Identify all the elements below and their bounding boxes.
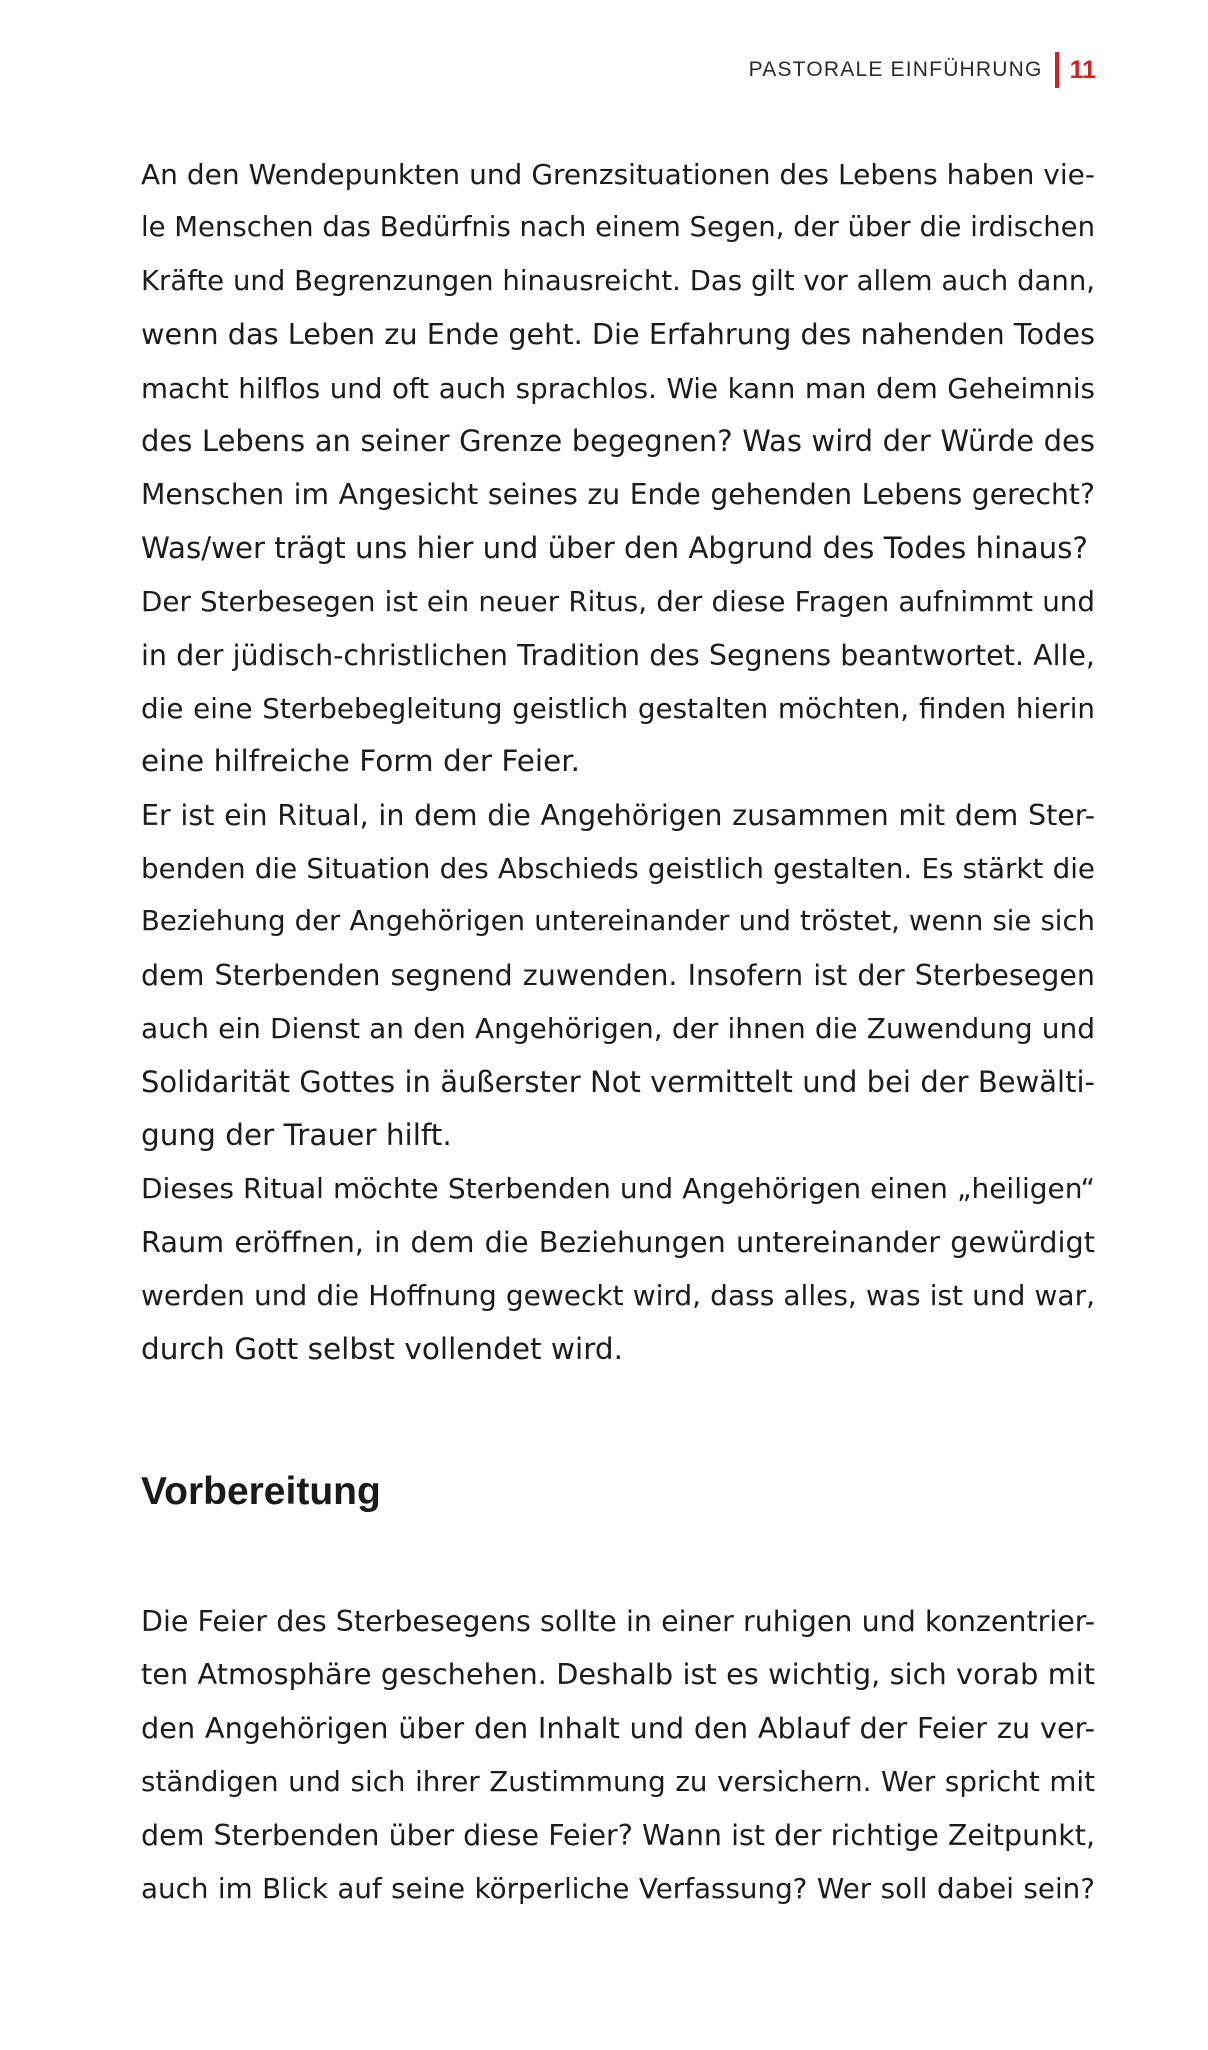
- text-line: macht hilflos und oft auch sprachlos. Wie kann man dem Geheimnis: [141, 371, 1095, 405]
- text-line: Dieses Ritual möchte Sterbenden und Angehörigen einen „heiligen“: [141, 1172, 1095, 1206]
- text-line: Der Sterbesegen ist ein neuer Ritus, der diese Fragen aufnimmt und: [141, 585, 1095, 619]
- text-line: in der jüdisch-christlichen Tradition des Segnens beantwortet. Alle,: [141, 638, 1095, 672]
- text-line: dem Sterbenden über diese Feier? Wann ist der richtige Zeitpunkt,: [141, 1818, 1095, 1852]
- text-line: le Menschen das Bedürfnis nach einem Segen, der über die irdischen: [141, 211, 1096, 244]
- text-line: Raum eröffnen, in dem die Beziehungen untereinander gewürdigt: [141, 1224, 1095, 1259]
- text-line: werden und die Hoffnung geweckt wird, dass alles, was ist und war,: [141, 1279, 1095, 1313]
- text-line: die eine Sterbebegleitung geistlich gestalten möchten, finden hierin: [141, 691, 1095, 725]
- section-body-text: [141, 1595, 1095, 1915]
- text-line: auch ein Dienst an den Angehörigen, der ihnen die Zuwendung und: [141, 1012, 1095, 1046]
- text-line: Solidarität Gottes in äußerster Not vermittelt und bei der Bewälti-: [141, 1064, 1095, 1099]
- text-line: An den Wendepunkten und Grenzsituationen des Lebens haben vie-: [141, 158, 1095, 191]
- text-line: wenn das Leben zu Ende geht. Die Erfahrung des nahenden Todes: [141, 317, 1095, 352]
- text-line: ten Atmosphäre geschehen. Deshalb ist es wichtig, sich vorab mit: [141, 1657, 1095, 1692]
- running-section-title: PASTORALE EINFÜHRUNG: [748, 58, 1043, 81]
- text-line: Was/wer trägt uns hier und über den Abgrund des Todes hinaus?: [141, 530, 1088, 565]
- text-line: Menschen im Angesicht seines zu Ende gehenden Lebens gerecht?: [141, 478, 1095, 512]
- text-line: auch im Blick auf seine körperliche Verfassung? Wer soll dabei sein?: [141, 1871, 1095, 1905]
- text-line: ständigen und sich ihrer Zustimmung zu versichern. Wer spricht mit: [141, 1765, 1095, 1799]
- text-line: eine hilfreiche Form der Feier.: [141, 744, 581, 779]
- text-line: des Lebens an seiner Grenze begegnen? Was wird der Würde des: [141, 423, 1095, 458]
- text-line: den Angehörigen über den Inhalt und den Ablauf der Feier zu ver-: [141, 1710, 1095, 1745]
- text-line: dem Sterbenden segnend zuwenden. Insofern ist der Sterbesegen: [141, 958, 1095, 992]
- text-line: gung der Trauer hilft.: [141, 1118, 452, 1153]
- text-line: Beziehung der Angehörigen untereinander und tröstet, wenn sie sich: [141, 905, 1095, 938]
- text-line: benden die Situation des Abschieds geistlich gestalten. Es stärkt die: [141, 852, 1095, 886]
- page-number: 11: [1069, 55, 1096, 84]
- intro-text: [141, 148, 1095, 1376]
- text-line: Die Feier des Sterbesegens sollte in einer ruhigen und konzentrier-: [141, 1605, 1095, 1638]
- header-divider: [1055, 52, 1059, 88]
- running-header: [749, 52, 1096, 88]
- section-heading: Vorbereitung: [141, 1470, 381, 1513]
- text-line: Er ist ein Ritual, in dem die Angehörigen zusammen mit dem Ster-: [141, 798, 1095, 832]
- text-line: durch Gott selbst vollendet wird.: [141, 1331, 623, 1366]
- text-line: Kräfte und Begrenzungen hinausreicht. Das gilt vor allem auch dann,: [141, 264, 1095, 297]
